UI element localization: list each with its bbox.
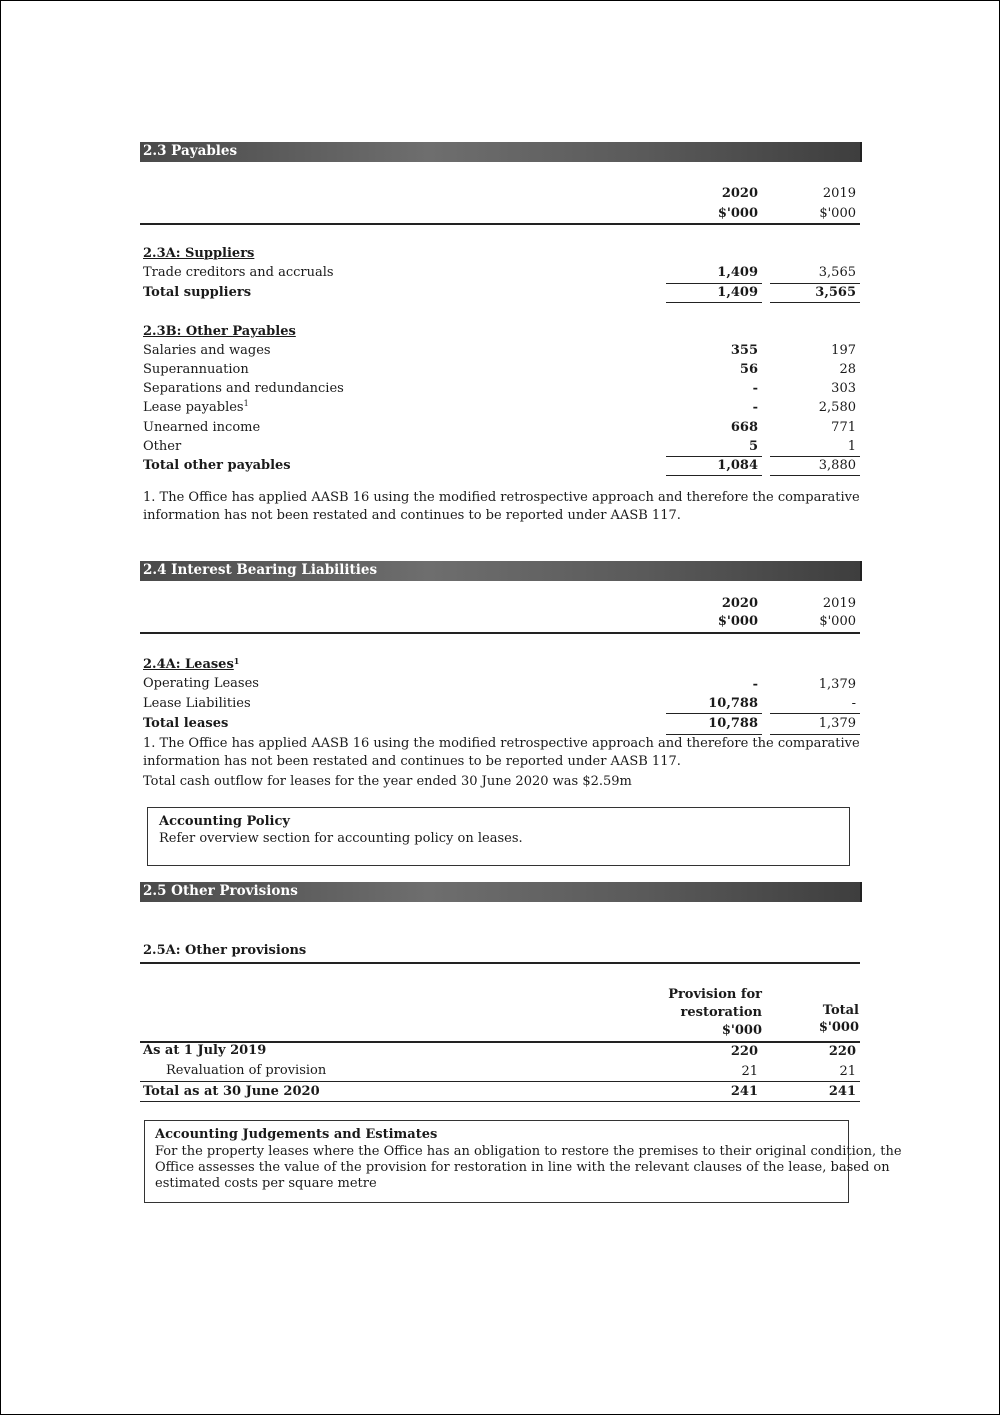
row-value-2020: - [752,381,758,396]
subtotal-rule [666,713,762,714]
total-rule [770,734,860,735]
row-label: Superannuation [143,362,249,377]
subtotal-rule [770,713,860,714]
total-label: Total other payables [143,458,291,473]
opening-value-provision: 220 [730,1044,758,1059]
leases-heading-text: 2.4A: Leases [143,657,234,672]
subtotal-rule [666,456,762,457]
section-header-other-provisions [140,882,862,902]
subtotal-rule [770,283,860,284]
row-label: Salaries and wages [143,343,271,358]
section-header-interest-bearing-liabilities [140,561,862,581]
closing-value-total: 241 [828,1084,856,1099]
footnote-line: 1. The Office has applied AASB 16 using the modified retrospective approach and therefore the comparative [143,736,860,751]
other-payables-heading: 2.3B: Other Payables [143,324,296,339]
total-value-2020: 1,084 [717,458,758,473]
total-value-2020: 10,788 [708,716,758,731]
row-value-2020: 355 [730,343,758,358]
revaluation-value-total: 21 [839,1064,856,1079]
section-title: 2.4 Interest Bearing Liabilities [143,562,378,578]
col-unit-2020: $'000 [717,206,758,221]
row-label: Trade creditors and accruals [143,265,334,280]
footnote-marker: 1 [243,399,249,408]
total-label: Total leases [143,716,229,731]
judgements-title: Accounting Judgements and Estimates [155,1127,438,1142]
opening-value-total: 220 [828,1044,856,1059]
closing-label: Total as at 30 June 2020 [143,1084,320,1099]
col-unit-2020: $'000 [717,614,758,629]
row-value-2020: - [752,677,758,692]
total-value-2020: 1,409 [717,285,758,300]
total-value-2019: 3,880 [818,458,856,473]
cash-outflow-note: Total cash outflow for leases for the year ended 30 June 2020 was $2.59m [143,774,632,789]
closing-rule [140,1101,860,1102]
suppliers-heading: 2.3A: Suppliers [143,246,255,261]
accounting-policy-box [147,807,850,866]
row-value-2020: 668 [730,420,758,435]
header-rule [140,223,860,225]
row-value-2019: 1,379 [818,677,856,692]
row-value-2019: 197 [831,343,856,358]
col-unit-provision: $'000 [721,1023,762,1038]
lease-payables-label: Lease payables [143,400,244,415]
subtotal-rule [770,456,860,457]
judgements-line: Office assesses the value of the provision for restoration in line with the relevant clauses of the lease, based on [155,1160,890,1175]
row-value-2019: 771 [831,420,856,435]
policy-title: Accounting Policy [159,814,290,829]
provisions-subheading: 2.5A: Other provisions [143,943,307,958]
col-header-restoration: restoration [680,1005,762,1020]
closing-rule [140,1081,860,1082]
footnote-line: information has not been restated and continues to be reported under AASB 117. [143,754,681,769]
revaluation-label: Revaluation of provision [166,1063,327,1078]
total-rule [666,734,762,735]
total-rule [666,302,762,303]
total-rule [770,302,860,303]
header-rule [140,632,860,634]
footnote-marker: 1 [233,656,240,666]
row-value-2020: 56 [739,362,758,377]
footnote-line: 1. The Office has applied AASB 16 using the modified retrospective approach and therefore the comparative [143,490,860,505]
col-header-2020: 2020 [721,596,758,611]
revaluation-value-provision: 21 [741,1064,758,1079]
row-label: Unearned income [143,420,261,435]
col-header-2019: 2019 [822,186,856,201]
total-rule [770,475,860,476]
row-label: Other [143,439,182,454]
total-rule [666,475,762,476]
section-title: 2.3 Payables [143,143,238,159]
closing-value-provision: 241 [730,1084,758,1099]
row-label: Operating Leases [143,676,259,691]
row-label: Separations and redundancies [143,381,344,396]
row-value-2019: 1 [847,439,856,454]
row-label: Lease Liabilities [143,696,251,711]
total-value-2019: 1,379 [818,716,856,731]
col-unit-2019: $'000 [819,614,856,629]
row-value-2019: 3,565 [818,265,856,280]
policy-text: Refer overview section for accounting policy on leases. [159,831,523,846]
row-value-2020: 10,788 [708,696,758,711]
row-value-2019: 2,580 [818,400,856,415]
section-header-payables [140,142,862,162]
leases-heading [143,657,239,673]
judgements-line: For the property leases where the Office has an obligation to restore the premises to their original condition, the [155,1144,902,1159]
row-value-2019: 28 [839,362,856,377]
row-value-2020: - [752,400,758,415]
total-value-2019: 3,565 [815,285,856,300]
row-value-2019: - [851,696,856,711]
col-unit-total: $'000 [818,1020,859,1035]
judgements-line: estimated costs per square metre [155,1176,377,1191]
footnote-line: information has not been restated and continues to be reported under AASB 117. [143,508,681,523]
subtotal-rule [666,283,762,284]
subheading-rule [140,962,860,964]
col-header-total: Total [822,1003,859,1018]
row-value-2020: 1,409 [717,265,758,280]
opening-label: As at 1 July 2019 [143,1043,267,1058]
total-label: Total suppliers [143,285,252,300]
col-header-2020: 2020 [721,186,758,201]
col-header-2019: 2019 [822,596,856,611]
col-unit-2019: $'000 [819,206,856,221]
col-header-provision: Provision for [668,987,762,1002]
judgements-box [144,1120,902,1203]
row-value-2019: 303 [831,381,856,396]
row-value-2020: 5 [748,439,758,454]
row-label [143,400,249,416]
section-title: 2.5 Other Provisions [143,883,298,899]
